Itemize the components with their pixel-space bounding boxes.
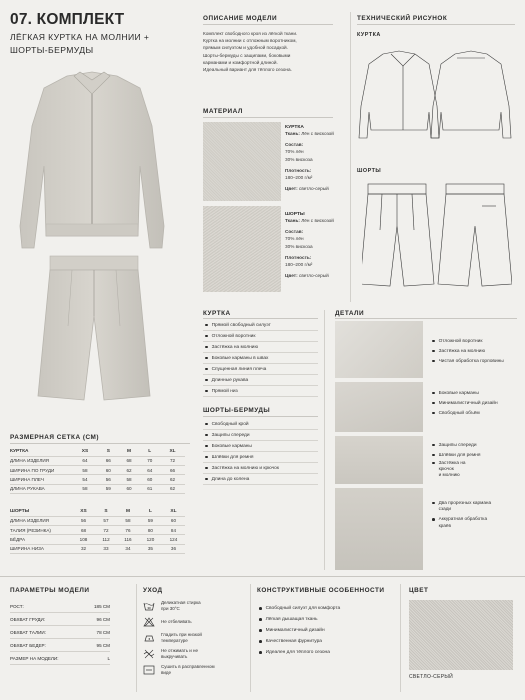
list-item: Боковые карманы в швах [203, 353, 318, 364]
table-row: ДЛИНА ИЗДЕЛИЯ 64 66 68 70 72 [10, 456, 185, 465]
list-item: Спущенная линия плеча [203, 364, 318, 375]
size-table-shorts: ШОРТЫ XS S M L XL ДЛИНА ИЗДЕЛИЯ 56 57 58 59 60 ТАЛИЯ (РЕЗИНКА) 68 72 76 80 84 БЁДРА 108 112 116 120 124 ШИРИНА НИЗА 32 33 34 35 36 [10, 507, 185, 554]
detail-back-photo [335, 488, 423, 570]
care-heading: УХОД [143, 587, 163, 594]
tech-shorts-label: ШОРТЫ [357, 168, 382, 174]
list-item: Длина до колена [203, 474, 318, 485]
detail-group-4: Два прорезных кармана сзади Аккуратная обработка краёв [430, 500, 491, 529]
list-item: Длинные рукава [203, 375, 318, 386]
product-photo [12, 66, 172, 426]
tech-heading: ТЕХНИЧЕСКИЙ РИСУНОК [357, 15, 448, 22]
detail-group-3: Защипы спереди Шлёвки для ремня Застёжка на крючок и молнию [430, 440, 481, 479]
table-row: ДЛИНА РУКАВА 58 59 60 61 62 [10, 484, 185, 493]
detail-collar-photo [335, 321, 423, 378]
param-row: ОБХВАТ БЕДЕР: 95 СМ [10, 639, 110, 652]
detail-group-2: Боковые карманы Минималистичный дизайн Свободный объём [430, 388, 498, 418]
page-subtitle-line1: ЛЁГКАЯ КУРТКА НА МОЛНИИ + [10, 32, 150, 42]
param-row: РОСТ: 185 СМ [10, 600, 110, 613]
list-item: Прямой свободный силуэт [203, 320, 318, 331]
list-item: Шлёвки для ремня [203, 452, 318, 463]
size-table-jacket: КУРТКА XS S M L XL ДЛИНА ИЗДЕЛИЯ 64 66 68 70 72 ШИРИНА ПО ГРУДИ 58 60 62 64 66 ШИРИНА ПЛЕЧ 54 56 58 60 62 ДЛИНА РУКАВА 58 59 60 61 62 [10, 447, 185, 494]
list-item: Лёгкая дышащая ткань [257, 614, 392, 625]
list-item: Прямой низ [203, 386, 318, 397]
list-item: Минималистичный дизайн [257, 625, 392, 636]
list-item: Застёжка на молнию [203, 342, 318, 353]
list-item: Свободный крой [203, 419, 318, 430]
list-item: Свободный силуэт для комфорта [257, 603, 392, 614]
description-heading: ОПИСАНИЕ МОДЕЛИ [203, 15, 278, 22]
detail-pocket-photo [335, 382, 423, 432]
tech-jacket-label: КУРТКА [357, 32, 381, 38]
model-params [10, 600, 110, 665]
tech-shorts-drawing [362, 180, 512, 292]
list-item: Защипы спереди [203, 430, 318, 441]
table-row: ШИРИНА НИЗА 32 33 34 35 36 [10, 544, 185, 553]
page-title: 07. КОМПЛЕКТ [10, 11, 125, 28]
table-row: БЁДРА 108 112 116 120 124 [10, 535, 185, 544]
detail-group-1: Отложной воротник Застёжка на молнию Чистая обработка горловины [430, 336, 504, 366]
description-text: Комплект свободного кроя из лёгкой ткани. Куртка на молнии с отложным воротником, прямым силуэтом и удобной посадкой. Шорты-бермуды с защипами, боковыми карманами и комфортной длиной. Идеальный вариант для тёплого сезона. [203, 31, 298, 73]
shorts-features-heading: ШОРТЫ-БЕРМУДЫ [203, 407, 271, 414]
care-item: Сушить в расправленном виде [143, 662, 243, 678]
list-item: Застёжка на молнию и крючок [203, 463, 318, 474]
jacket-features-heading: КУРТКА [203, 310, 231, 317]
no-bleach-icon [143, 617, 155, 627]
shorts-material-info: ШОРТЫ Ткань: Лён с вискозой Состав: 70% лён 30% вискоза Плотность: 180–200 г/м² Цвет: светло-серый [285, 212, 334, 279]
param-row: РАЗМЕР НА МОДЕЛИ: L [10, 652, 110, 665]
detail-waist-photo [335, 436, 423, 484]
dry-flat-icon [143, 665, 155, 675]
shorts-fabric-photo [203, 206, 281, 292]
table-row: ШИРИНА ПО ГРУДИ 58 60 62 64 66 [10, 466, 185, 475]
list-item: Идеален для тёплого сезона [257, 647, 392, 658]
color-swatch [409, 600, 513, 670]
size-chart-heading: РАЗМЕРНАЯ СЕТКА (СМ) [10, 434, 99, 441]
care-item: 30 Деликатная стирка при 30°C [143, 598, 243, 614]
details-heading: ДЕТАЛИ [335, 310, 365, 317]
color-heading: ЦВЕТ [409, 587, 429, 594]
list-item: Качественная фурнитура [257, 636, 392, 647]
jacket-material-info: КУРТКА Ткань: Лён с вискозой Состав: 70% лён 30% вискоза Плотность: 180–200 г/м² Цвет: светло-серый [285, 125, 334, 192]
shorts-features-list [203, 419, 318, 485]
color-name: СВЕТЛО-СЕРЫЙ [409, 674, 453, 680]
table-row: ДЛИНА ИЗДЕЛИЯ 56 57 58 59 60 [10, 516, 185, 525]
construct-heading: КОНСТРУКТИВНЫЕ ОСОБЕННОСТИ [257, 587, 385, 594]
page-subtitle-line2: ШОРТЫ-БЕРМУДЫ [10, 45, 94, 55]
jacket-fabric-photo [203, 122, 281, 201]
param-row: ОБХВАТ ТАЛИИ: 78 СМ [10, 626, 110, 639]
table-row: ШИРИНА ПЛЕЧ 54 56 58 60 62 [10, 475, 185, 484]
care-list [143, 598, 243, 678]
construct-list [257, 603, 392, 658]
care-item: Не отжимать и не выкручивать [143, 646, 243, 662]
list-item: Боковые карманы [203, 441, 318, 452]
param-row: ОБХВАТ ГРУДИ: 96 СМ [10, 613, 110, 626]
care-item: Гладить при низкой температуре [143, 630, 243, 646]
list-item: Отложной воротник [203, 331, 318, 342]
care-item: Не отбеливать [143, 614, 243, 630]
tech-jacket-drawing [357, 46, 517, 146]
table-row: ТАЛИЯ (РЕЗИНКА) 68 72 76 80 84 [10, 526, 185, 535]
params-heading: ПАРАМЕТРЫ МОДЕЛИ [10, 587, 90, 594]
material-heading: МАТЕРИАЛ [203, 108, 243, 115]
no-wring-icon [143, 649, 155, 659]
svg-text:30: 30 [147, 605, 151, 610]
wash-30-icon [143, 601, 155, 611]
iron-low-icon [143, 633, 155, 643]
shorts-image [38, 256, 150, 400]
jacket-features-list [203, 320, 318, 397]
